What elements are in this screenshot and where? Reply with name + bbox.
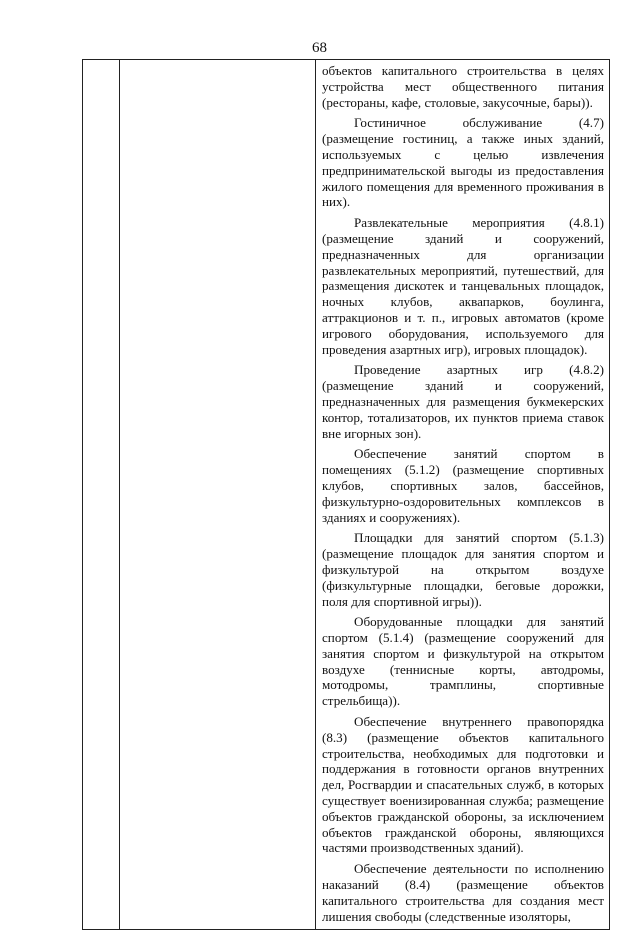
paragraph-indoor-sports: Обеспечение занятий спортом в помещениях (5.1.2) (размещение спортивных клубов, спортивных залов, бассейнов, физкультурно-оздоровительных комплексов в зданиях и сооружениях). <box>322 446 604 525</box>
empty-cell-number <box>83 60 120 930</box>
page-number: 68 <box>312 40 327 56</box>
paragraph-equipped-grounds: Оборудованные площадки для занятий спортом (5.1.4) (размещение сооружений для занятия спортом и физкультурой на открытом воздухе (теннисные корты, автодромы, мотодромы, трамплины, спортивные стрельбища)). <box>322 614 604 709</box>
paragraph-entertainment: Развлекательные мероприятия (4.8.1) (размещение зданий и сооружений, предназначенных для организации развлекательных мероприятий, путешествий, для размещения дискотек и танцевальных площадок, ночных клубов, аквапарков, боулинга, аттракционов и т. п., игровых автоматов (кроме игрового оборудования, используемого для проведения азартных игр), игровых площадок). <box>322 215 604 357</box>
paragraph-hotel-service: Гостиничное обслуживание (4.7) (размещение гостиниц, а также иных зданий, используемых с целью извлечения предпринимательской выгоды из предоставления жилого помещения для временного проживания в них). <box>322 115 604 210</box>
empty-cell-zone <box>120 60 316 930</box>
paragraph-law-enforcement: Обеспечение внутреннего правопорядка (8.3) (размещение объектов капитального строительства, необходимых для подготовки и поддержания в готовности органов внутренних дел, Росгвардии и спасательных служб, в которых существует военизированная служба; размещение объектов гражданской обороны, за исключением объектов гражданской обороны, являющихся частями производственных зданий). <box>322 714 604 856</box>
paragraph-gambling: Проведение азартных игр (4.8.2) (размещение зданий и сооружений, предназначенных для размещения букмекерских контор, тотализаторов, их пунктов приема ставок вне игорных зон). <box>322 362 604 441</box>
paragraph-penal-service: Обеспечение деятельности по исполнению наказаний (8.4) (размещение объектов капитального строительства для создания мест лишения свободы (следственные изоляторы, <box>322 861 604 924</box>
paragraph-continuation: объектов капитального строительства в целях устройства мест общественного питания (рестораны, кафе, столовые, закусочные, бары)). <box>322 63 604 110</box>
permitted-uses-cell <box>316 60 610 930</box>
zoning-table <box>82 59 610 930</box>
permitted-uses-text <box>316 60 609 924</box>
table-row <box>83 60 610 930</box>
paragraph-sports-grounds: Площадки для занятий спортом (5.1.3) (размещение площадок для занятия спортом и физкультурой на открытом воздухе (физкультурные площадки, беговые дорожки, поля для спортивной игры)). <box>322 530 604 609</box>
